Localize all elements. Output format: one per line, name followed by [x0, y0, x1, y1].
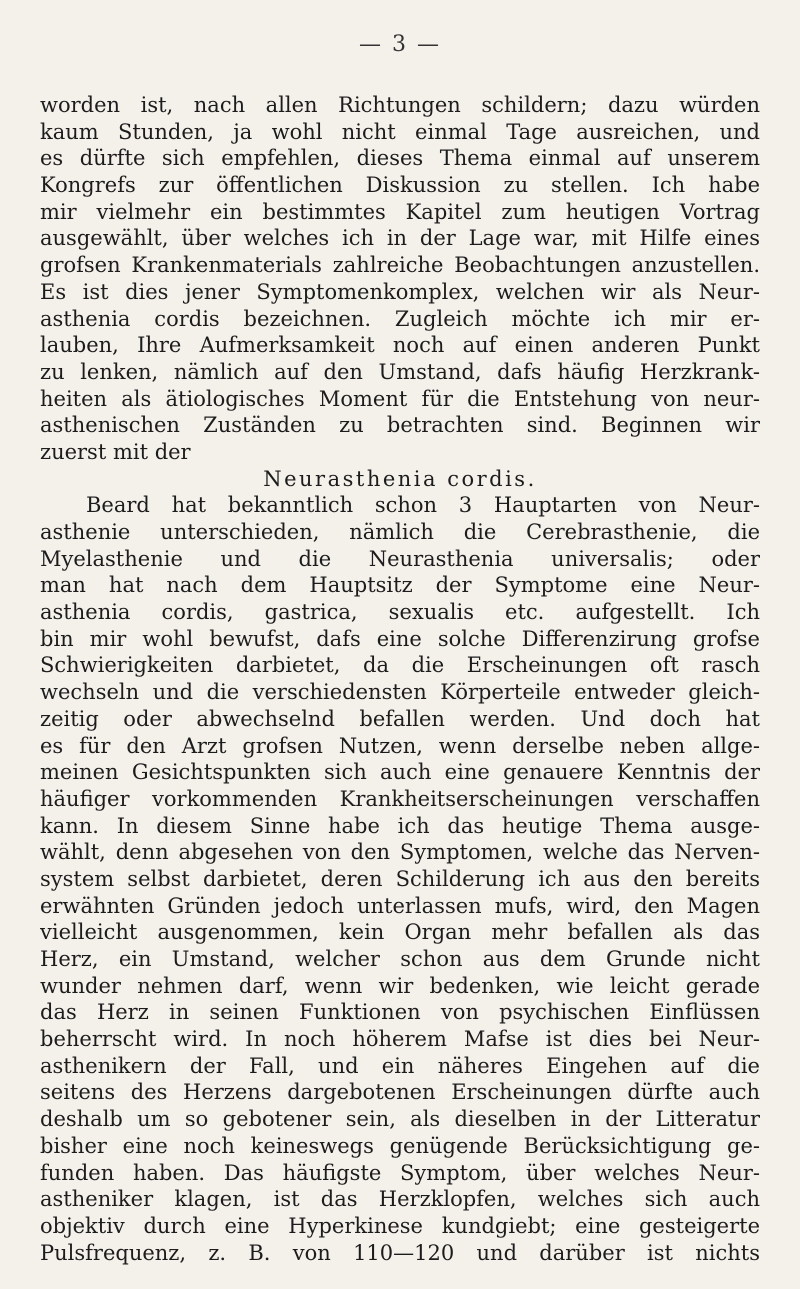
text-line: man hat nach dem Hauptsitz der Symptome eine Neur-: [40, 573, 760, 598]
text-line: seitens des Herzens dargebotenen Erscheinungen dürfte auch: [40, 1080, 760, 1105]
text-line: kaum Stunden, ja wohl nicht einmal Tage ausreichen, und: [40, 119, 760, 144]
text-line: häufiger vorkommenden Krankheitserscheinungen verschaffen: [40, 786, 760, 811]
text-line: zeitig oder abwechselnd befallen werden. Und doch hat: [40, 706, 760, 731]
text-line: vielleicht ausgenommen, kein Organ mehr befallen als das: [40, 920, 760, 945]
text-line: das Herz in seinen Funktionen von psychischen Einflüssen: [40, 1000, 760, 1025]
text-line: Pulsfrequenz, z. B. von 110—120 und darüber ist nichts: [40, 1240, 760, 1265]
text-line: bisher eine noch keineswegs genügende Berücksichtigung ge-: [40, 1133, 760, 1158]
page-number: — 3 —: [359, 32, 441, 57]
text-line: es für den Arzt grofsen Nutzen, wenn derselbe neben allge-: [40, 733, 760, 758]
section-heading: Neurasthenia cordis.: [263, 466, 537, 491]
text-line: kann. In diesem Sinne habe ich das heutige Thema ausge-: [40, 813, 760, 838]
text-line: heiten als ätiologisches Moment für die Entstehung von neur-: [40, 386, 760, 411]
text-line: Myelasthenie und die Neurasthenia universalis; oder: [40, 546, 760, 571]
text-line: astheniker klagen, ist das Herzklopfen, welches sich auch: [40, 1187, 760, 1212]
text-line: grofsen Krankenmaterials zahlreiche Beobachtungen anzustellen.: [40, 253, 760, 278]
body-text: [40, 92, 760, 1266]
text-line: asthenia cordis, gastrica, sexualis etc. aufgestellt. Ich: [40, 600, 760, 625]
text-line: erwähnten Gründen jedoch unterlassen mufs, wird, den Magen: [40, 893, 760, 918]
text-line: Herz, ein Umstand, welcher schon aus dem Grunde nicht: [40, 947, 760, 971]
text-line: worden ist, nach allen Richtungen schildern; dazu würden: [40, 93, 760, 117]
text-line: zu lenken, nämlich auf den Umstand, dafs häufig Herzkrank-: [40, 359, 760, 384]
text-line: es dürfte sich empfehlen, dieses Thema einmal auf unserem: [40, 146, 760, 171]
text-line: Schwierigkeiten darbietet, da die Erscheinungen oft rasch: [40, 653, 760, 678]
text-line: Beard hat bekanntlich schon 3 Hauptarten von Neur-: [86, 493, 760, 518]
text-line: system selbst darbietet, deren Schilderung ich aus den bereits: [40, 866, 760, 891]
text-line: deshalb um so gebotener sein, als dieselben in der Litteratur: [40, 1107, 760, 1132]
text-line: wechseln und die verschiedensten Körperteile entweder gleich-: [40, 680, 760, 705]
text-line: wählt, denn abgesehen von den Symptomen, welche das Nerven-: [40, 840, 760, 865]
text-line: mir vielmehr ein bestimmtes Kapitel zum heutigen Vortrag: [40, 199, 760, 224]
text-line: bin mir wohl bewufst, dafs eine solche Differenzirung grofse: [40, 626, 760, 651]
text-line: wunder nehmen darf, wenn wir bedenken, wie leicht gerade: [40, 973, 760, 998]
text-line: beherrscht wird. In noch höherem Mafse ist dies bei Neur-: [40, 1027, 760, 1052]
text-line: Kongrefs zur öffentlichen Diskussion zu stellen. Ich habe: [40, 173, 760, 198]
text-line: lauben, Ihre Aufmerksamkeit noch auf einen anderen Punkt: [40, 333, 760, 358]
text-line: zuerst mit der: [40, 439, 191, 464]
text-line: funden haben. Das häufigste Symptom, über welches Neur-: [40, 1160, 760, 1185]
text-line: asthenikern der Fall, und ein näheres Eingehen auf die: [40, 1053, 760, 1078]
text-line: asthenie unterschieden, nämlich die Cerebrasthenie, die: [40, 520, 760, 544]
text-line: ausgewählt, über welches ich in der Lage war, mit Hilfe eines: [40, 226, 760, 251]
text-line: asthenischen Zuständen zu betrachten sind. Beginnen wir: [40, 413, 760, 438]
text-line: Es ist dies jener Symptomenkomplex, welchen wir als Neur-: [40, 279, 760, 304]
text-line: meinen Gesichtspunkten sich auch eine genauere Kenntnis der: [40, 760, 760, 785]
text-line: asthenia cordis bezeichnen. Zugleich möchte ich mir er-: [40, 306, 760, 331]
text-line: objektiv durch eine Hyperkinese kundgiebt; eine gesteigerte: [40, 1213, 760, 1238]
